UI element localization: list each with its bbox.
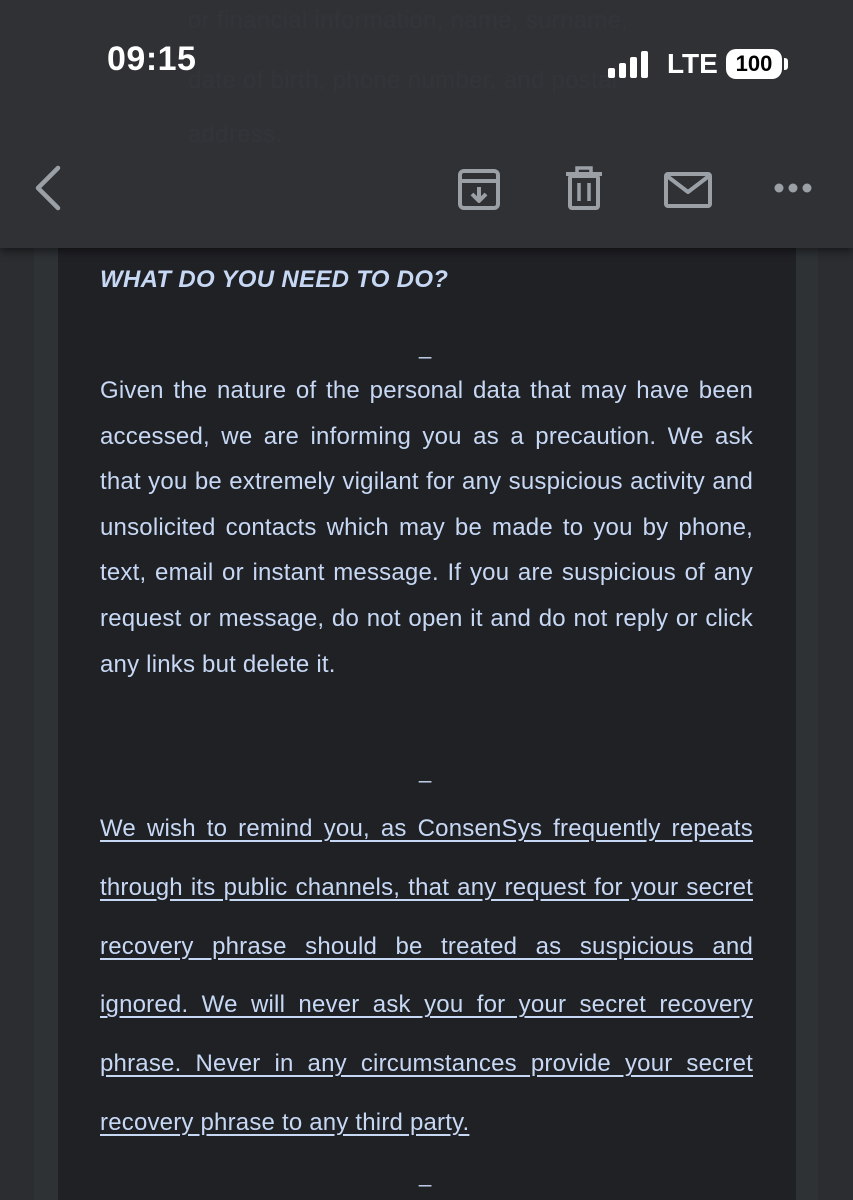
left-margin [34, 248, 58, 1200]
trash-icon [564, 166, 604, 212]
archive-icon [457, 168, 503, 212]
archive-button[interactable] [457, 168, 503, 212]
battery-icon: 100 [726, 49, 782, 79]
network-type: LTE [667, 48, 718, 79]
separator-2: _ [419, 758, 432, 783]
more-options-button[interactable] [774, 181, 812, 195]
top-toolbar [0, 0, 853, 248]
recovery-phrase-warning-link[interactable]: We wish to remind you, as ConsenSys frequently repeats through its public channels, that any request for your secret recovery phrase should be treated as suspicious and ignored. We will never ask you for your secret recovery phrase. Never in any circumstances provide your secret recovery phrase to any third party. [100, 815, 753, 1136]
body-paragraph: Given the nature of the personal data that may have been accessed, we are informing you as a precaution. We ask that you be extremely vigilant for any suspicious activity and unsolicited contacts which may be made to you by phone, text, email or instant message. If you are suspicious of any request or message, do not open it and do not reply or click any links but delete it. [100, 377, 753, 678]
right-margin [796, 248, 818, 1200]
mail-icon [664, 172, 712, 208]
mark-unread-button[interactable] [664, 172, 712, 208]
separator-3: _ [419, 1162, 432, 1187]
status-time: 09:15 [107, 40, 197, 78]
section-heading: WHAT DO YOU NEED TO DO? [100, 266, 449, 293]
more-horizontal-icon [774, 181, 812, 195]
separator-1: _ [419, 334, 432, 359]
back-button[interactable] [30, 164, 66, 212]
chevron-left-icon [30, 164, 66, 212]
signal-strength-icon [608, 50, 652, 78]
battery-tip [784, 58, 788, 70]
delete-button[interactable] [564, 166, 604, 212]
